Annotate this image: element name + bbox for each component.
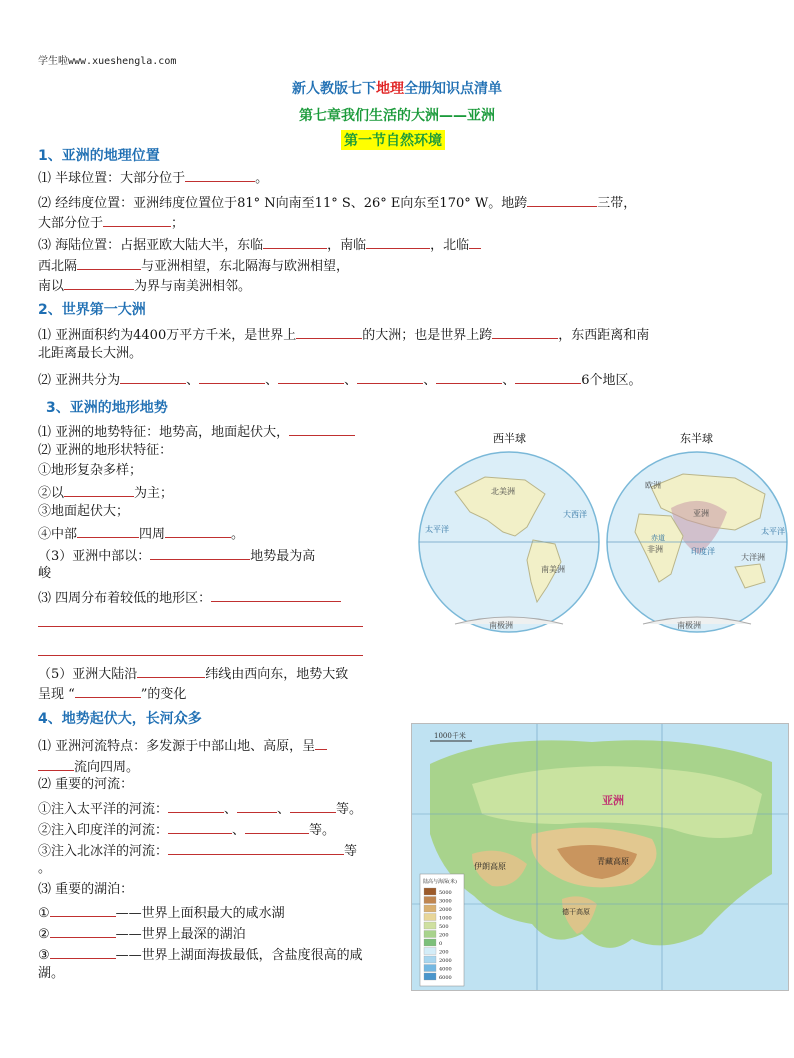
- hemispheres-map: [415, 432, 790, 642]
- s4-line6: ③注入北冰洋的河流： 等: [38, 841, 357, 860]
- s3-line3: ①地形复杂多样；: [38, 463, 143, 478]
- watermark: 学生啦www.xueshengla.com: [38, 56, 177, 67]
- s4-line7: 。: [38, 861, 52, 876]
- s1-line4: ⑶ 海陆位置：占据亚欧大陆大半，东临 ，南临 ，北临: [38, 235, 481, 254]
- s4-line9: ① ——世界上面积最大的咸水湖: [38, 903, 285, 922]
- s4-line12: 湖。: [38, 966, 65, 981]
- legend-swatch-land-0: [424, 888, 436, 895]
- label-antarctica-west: 南极洲: [489, 621, 513, 630]
- legend-label-sea-3: 6000: [439, 975, 452, 981]
- section-title: 第一节自然环境: [341, 130, 445, 150]
- legend-swatch-sea-2: [424, 965, 436, 972]
- legend-label-sea-0: 200: [439, 949, 449, 956]
- s4-line11: ③ ——世界上湖面海拔最低，含盐度很高的咸: [38, 945, 363, 964]
- legend-swatch-sea-1: [424, 956, 436, 963]
- legend-title: 陆高与海深(米): [423, 879, 457, 885]
- legend-swatch-land-1: [424, 897, 436, 904]
- s1-line1: ⑴ 半球位置：大部分位于 。: [38, 168, 268, 187]
- s2-line2: 北距离最长大洲。: [38, 346, 143, 361]
- west-hemisphere-title: 西半球: [493, 432, 526, 445]
- s4-line1: ⑴ 亚洲河流特点：多发源于中部山地、高原，呈: [38, 736, 327, 755]
- document-title: 新人教版七下地理全册知识点清单: [292, 81, 502, 97]
- s4-line10: ② ——世界上最深的湖泊: [38, 924, 246, 943]
- s3-line9: ⑶ 四周分布着较低的地形区：: [38, 588, 341, 607]
- s2-heading: 2、世界第一大洲: [38, 302, 146, 318]
- s3-line2: ⑵ 亚洲的地形状特征：: [38, 443, 173, 458]
- s4-line8: ⑶ 重要的湖泊：: [38, 882, 134, 897]
- legend-label-sea-1: 2000: [439, 958, 452, 964]
- west-hemisphere: [419, 452, 599, 632]
- east-hemisphere: [607, 452, 787, 632]
- legend-swatch-land-4: [424, 922, 436, 929]
- s3-line4: ②以 为主；: [38, 483, 173, 502]
- legend-label-land-2: 2000: [439, 907, 452, 913]
- label-tibet: 青藏高原: [597, 857, 629, 866]
- s3-rule2: [38, 655, 363, 656]
- label-equator: 赤道: [651, 534, 665, 542]
- label-atlantic: 大西洋: [563, 510, 587, 519]
- label-indian-ocean: 印度洋: [691, 547, 715, 556]
- s4-line5: ②注入印度洋的河流： 、 等。: [38, 820, 335, 839]
- s1-line5: 西北隔 与亚洲相望，东北隔海与欧洲相望，: [38, 256, 349, 275]
- s4-line4: ①注入太平洋的河流： 、 、 等。: [38, 799, 362, 818]
- s2-line1: ⑴ 亚洲面积约为4400万平方千米，是世界上 的大洲；也是世界上跨 ，东西距离和南: [38, 325, 649, 344]
- label-asia-map: 亚洲: [602, 794, 624, 807]
- legend-label-sea-2: 4000: [439, 966, 452, 973]
- label-pacific-west: 太平洋: [425, 525, 449, 534]
- label-south-america: 南美洲: [541, 565, 565, 574]
- legend-label-land-4: 500: [439, 924, 449, 930]
- legend-label-land-0: 5000: [439, 890, 452, 896]
- legend-swatch-sea-3: [424, 973, 436, 980]
- s2-line3: ⑵ 亚洲共分为 、 、 、 、 、 6个地区。: [38, 370, 642, 389]
- s3-line1: ⑴ 亚洲的地势特征：地势高，地面起伏大，: [38, 422, 355, 441]
- s4-line3: ⑵ 重要的河流：: [38, 777, 134, 792]
- label-antarctica-east: 南极洲: [677, 621, 701, 630]
- label-north-america: 北美洲: [491, 487, 515, 496]
- s3-heading: 3、亚洲的地形地势: [46, 400, 168, 416]
- label-iran: 伊朗高原: [474, 862, 506, 871]
- s3-line8: 峻: [38, 566, 52, 581]
- legend-label-land-6: 0: [439, 941, 443, 947]
- s3-line5: ③地面起伏大；: [38, 504, 130, 519]
- s3-line7: （3）亚洲中部以： 地势最为高: [38, 546, 315, 565]
- legend-label-land-1: 3000: [439, 898, 452, 905]
- label-europe: 欧洲: [645, 481, 661, 490]
- s4-line2: 流向四周。: [38, 757, 139, 776]
- legend-swatch-land-5: [424, 931, 436, 938]
- s3-line6: ④中部 四周 。: [38, 524, 244, 543]
- label-pacific-east: 太平洋: [761, 527, 785, 536]
- s3-line11: 呈现 “ ”的变化: [38, 684, 186, 703]
- s3-line10: （5）亚洲大陆沿 纬线由西向东，地势大致: [38, 664, 348, 683]
- s1-heading: 1、亚洲的地理位置: [38, 148, 160, 164]
- asia-topographic-map: [411, 723, 789, 991]
- label-deccan: 德干高原: [562, 908, 590, 916]
- s1-line2: ⑵ 经纬度位置：亚洲纬度位置位于81° N向南至11° S、26° E向东至170° W。地跨 三带，: [38, 193, 636, 212]
- legend-label-land-5: 200: [439, 932, 449, 939]
- legend-swatch-land-2: [424, 905, 436, 912]
- map-legend: [420, 874, 464, 986]
- s1-line6: 南以 为界与南美洲相邻。: [38, 276, 251, 295]
- east-hemisphere-title: 东半球: [680, 432, 713, 445]
- label-africa: 非洲: [647, 545, 663, 554]
- legend-swatch-land-6: [424, 939, 436, 946]
- s3-rule1: [38, 626, 363, 627]
- legend-swatch-land-3: [424, 914, 436, 921]
- chapter-title: 第七章我们生活的大洲——亚洲: [299, 108, 495, 124]
- label-oceania: 大洋洲: [741, 553, 765, 562]
- legend-label-land-3: 1000: [439, 915, 452, 922]
- s4-heading: 4、地势起伏大，长河众多: [38, 711, 202, 727]
- map-scale: 1000千米: [434, 732, 466, 740]
- legend-swatch-sea-0: [424, 948, 436, 955]
- label-asia: 亚洲: [693, 509, 709, 518]
- s1-line3: 大部分位于 ；: [38, 213, 184, 232]
